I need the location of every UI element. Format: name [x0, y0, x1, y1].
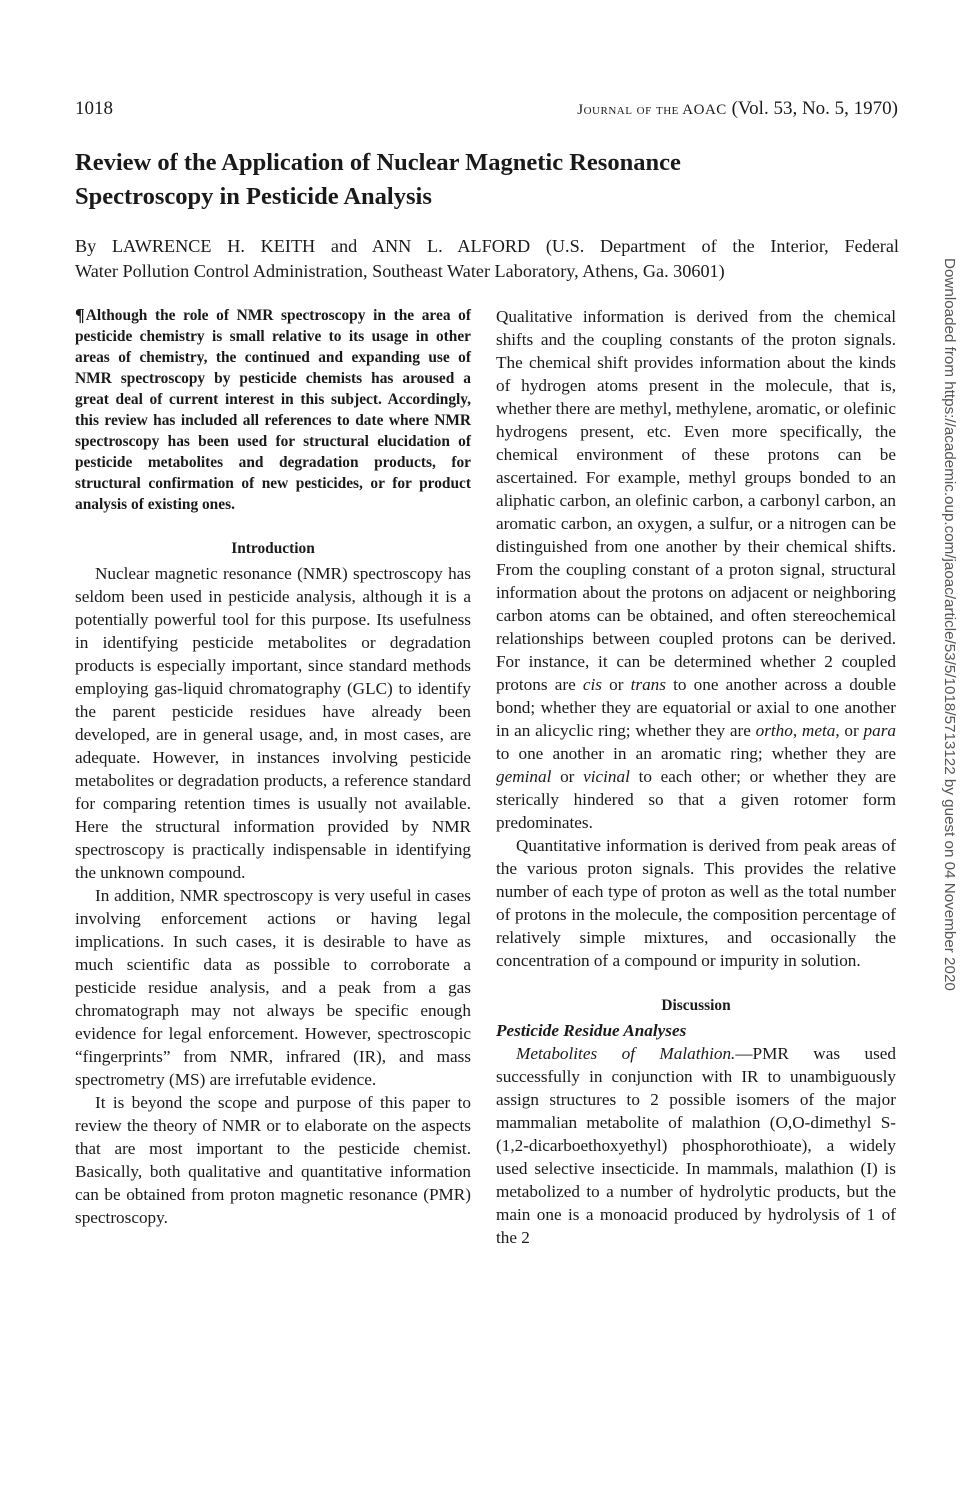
qualitative-paragraph — [496, 305, 896, 834]
title-line-1: Review of the Application of Nuclear Magnetic Resonance — [75, 149, 681, 176]
intro-paragraph-2: In addition, NMR spectroscopy is very useful in cases involving enforcement actions or having legal implications. In such cases, it is desirable to have as much scientific data as possible to corroborate a pesticide residue analysis, and a peak from a gas chromatograph may not always be specific enough evidence for legal enforcement. However, spectroscopic “fingerprints” from NMR, infrared (IR), and mass spectrometry (MS) are irrefutable evidence. — [75, 886, 471, 1089]
term-geminal: geminal — [496, 767, 552, 786]
left-column — [75, 305, 471, 1229]
term-meta: meta — [801, 721, 836, 740]
term-ortho: ortho — [755, 721, 793, 740]
intro-paragraph-3: It is beyond the scope and purpose of this paper to review the theory of NMR or to elaborate on the aspects that are most important to the pesticide chemist. Basically, both qualitative and quantitative information can be obtained from proton magnetic resonance (PMR) spectroscopy. — [75, 1093, 471, 1227]
abstract-text: Although the role of NMR spectroscopy in the area of pesticide chemistry is small relative to its usage in other areas of chemistry, the continued and expanding use of NMR spectroscopy by pesticide chemists has aroused a great deal of current interest in this subject. Accordingly, this review has included all references to date where NMR spectroscopy has been used for structural elucidation of pesticide metabolites and degradation products, for structural confirmation of new pesticides, or for product analysis of existing ones. — [75, 307, 471, 513]
journal-name: Journal of the AOAC — [577, 102, 727, 118]
qualitative-text-e: , or — [835, 721, 864, 740]
malathion-dash: — — [735, 1044, 753, 1063]
malathion-run-in-title: Metabolites of Malathion. — [516, 1044, 736, 1063]
qualitative-text-f: to one another in an aromatic ring; whether they are — [496, 744, 896, 763]
term-trans: trans — [630, 675, 666, 694]
abstract — [75, 305, 471, 515]
qualitative-text-h: to each other; or whether they are sterically hindered so that a given rotomer form predominates. — [496, 767, 896, 832]
abstract-mark-icon: ¶ — [75, 305, 85, 325]
byline-line-1: By LAWRENCE H. KEITH and ANN L. ALFORD (U.S. Department of the Interior, Federal — [75, 236, 899, 256]
journal-citation — [577, 98, 898, 120]
author-byline — [75, 234, 899, 284]
qualitative-text-c: to one another across a double bond; whether they are equatorial or axial to one another in an alicyclic ring; whether they are — [496, 675, 896, 740]
term-para: para — [863, 721, 896, 740]
malathion-text: PMR was used successfully in conjunction with IR to unambiguously assign structures to 2 possible isomers of the major mammalian metabolite of malathion (O,O-dimethyl S-(1,2-dicarboethoxyethyl) phosphorothioate), a widely used selective insecticide. In mammals, malathion (I) is metabolized to a number of hydrolytic products, but the main one is a monoacid produced by hydrolysis of 1 of the 2 — [496, 1044, 896, 1247]
download-watermark — [941, 258, 966, 1158]
page-number: 1018 — [75, 98, 113, 119]
qualitative-text-g: or — [551, 767, 584, 786]
introduction-heading: Introduction — [231, 540, 315, 557]
intro-paragraph-1: Nuclear magnetic resonance (NMR) spectroscopy has seldom been used in pesticide analysis, although it is a potentially powerful tool for this purpose. Its usefulness in identifying pesticide metabolites or degradation products is especially important, since standard methods employing gas-liquid chromatography (GLC) to identify the parent pesticide residues have already been developed, are in general usage, and, in most cases, are adequate. However, in instances involving pesticide metabolites or degradation products, a reference standard for comparing retention times is usually not available. Here the structural information provided by NMR spectroscopy is practically indispensable in identifying the unknown compound. — [75, 564, 471, 882]
term-cis: cis — [582, 675, 602, 694]
article-title — [75, 146, 855, 214]
quantitative-paragraph: Quantitative information is derived from peak areas of the various proton signals. This provides the relative number of each type of proton as well as the total number of protons in the molecule, the composition percentage of relatively simple mixtures, and occasionally the concentration of a compound or impurity in solution. — [496, 836, 896, 970]
title-line-2: Spectroscopy in Pesticide Analysis — [75, 183, 432, 210]
journal-issue: (Vol. 53, No. 5, 1970) — [731, 98, 898, 119]
discussion-heading: Discussion — [661, 997, 731, 1014]
qualitative-text-d: , — [792, 721, 802, 740]
qualitative-text-b: or — [601, 675, 631, 694]
right-column — [496, 305, 896, 1249]
malathion-paragraph — [496, 1042, 896, 1249]
byline-line-2: Water Pollution Control Administration, Southeast Water Laboratory, Athens, Ga. 30601) — [75, 261, 725, 281]
running-header — [75, 98, 898, 124]
watermark-text: Downloaded from https://academic.oup.com/jaoac/article/53/5/1018/5713122 by guest on 04 November 2020 — [941, 258, 958, 991]
residue-analyses-heading: Pesticide Residue Analyses — [496, 1021, 687, 1040]
term-vicinal: vicinal — [583, 767, 630, 786]
qualitative-text-a: Qualitative information is derived from the chemical shifts and the coupling constants of the proton signals. The chemical shift provides information about the kinds of hydrogen atoms present in the molecule, that is, whether there are methyl, methylene, aromatic, or olefinic hydrogens present, etc. Even more specifically, the chemical environment of these protons can be ascertained. For example, methyl groups bonded to an aliphatic carbon, an olefinic carbon, a carbonyl carbon, an aromatic carbon, an oxygen, a sulfur, or a nitrogen can be distinguished from one another by their chemical shifts. From the coupling constant of a proton signal, structural information about the protons on adjacent or neighboring carbon atoms can be obtained, and often stereochemical relationships between coupled protons can be derived. For instance, it can be determined whether 2 coupled protons are — [496, 307, 896, 694]
